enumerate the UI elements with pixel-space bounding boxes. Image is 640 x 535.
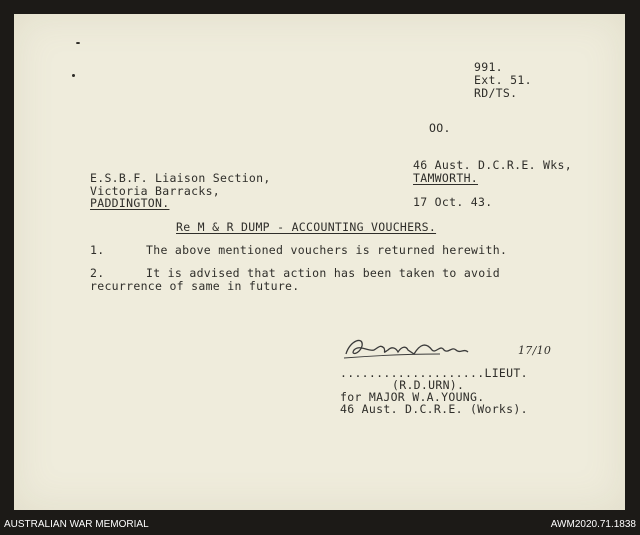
- para1-number: 1.: [90, 243, 105, 257]
- sign-rank-line: ....................LIEUT.: [340, 366, 528, 380]
- addressee-line1: E.S.B.F. Liaison Section,: [90, 171, 271, 185]
- letter-page: [14, 14, 625, 510]
- para2-number: 2.: [90, 266, 105, 280]
- sign-name: (R.D.URN).: [392, 378, 465, 392]
- ref-oo: OO.: [429, 121, 451, 135]
- handwritten-signature: [340, 332, 500, 368]
- para1-text: The above mentioned vouchers is returned herewith.: [146, 243, 508, 257]
- sender-unit: 46 Aust. D.C.R.E. Wks,: [413, 158, 572, 172]
- addressee-line2: Victoria Barracks,: [90, 184, 221, 198]
- subject-line: Re M & R DUMP - ACCOUNTING VOUCHERS.: [176, 220, 437, 234]
- sender-place: TAMWORTH.: [413, 171, 479, 185]
- footer-source-label: AUSTRALIAN WAR MEMORIAL: [4, 519, 149, 530]
- footer-accession-number: AWM2020.71.1838: [550, 519, 636, 530]
- ref-initials: RD/TS.: [474, 86, 518, 100]
- addressee-line3: PADDINGTON.: [90, 196, 170, 210]
- ref-ext: Ext. 51.: [474, 73, 532, 87]
- para2-text-line1: It is advised that action has been taken to avoid: [146, 266, 500, 280]
- archive-footer: [0, 513, 640, 535]
- ref-number: 991.: [474, 60, 503, 74]
- paper-speck: [72, 74, 75, 77]
- para2-text-line2: recurrence of same in future.: [90, 279, 300, 293]
- letter-date: 17 Oct. 43.: [413, 195, 493, 209]
- paper-speck: [76, 42, 80, 44]
- sign-unit: 46 Aust. D.C.R.E. (Works).: [340, 402, 528, 416]
- signature-date: 17/10: [518, 344, 552, 357]
- sign-for: for MAJOR W.A.YOUNG.: [340, 390, 485, 404]
